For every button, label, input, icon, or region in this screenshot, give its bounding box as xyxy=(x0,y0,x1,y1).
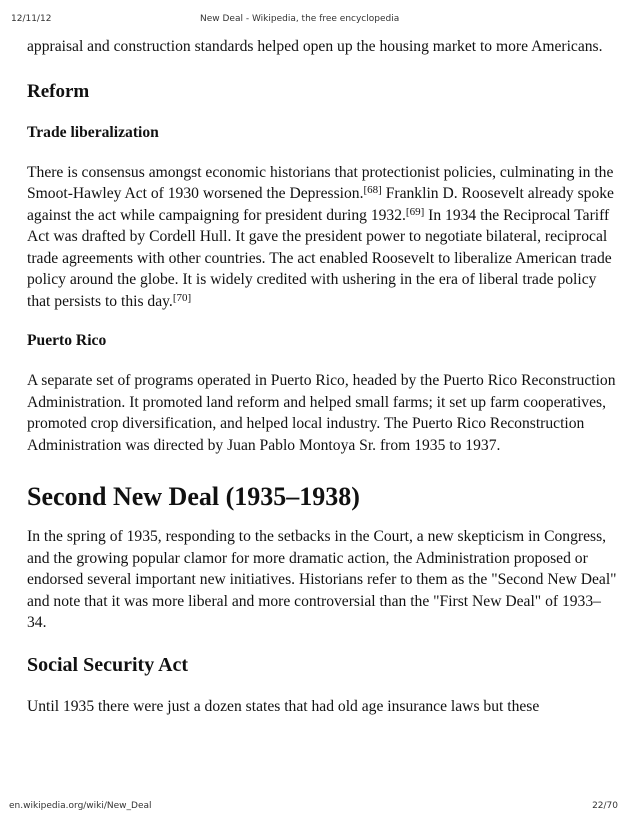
trade-paragraph xyxy=(27,162,617,313)
reference-link-68[interactable]: [68] xyxy=(363,184,382,196)
reference-link-70[interactable]: [70] xyxy=(172,291,192,304)
social-security-heading: Social Security Act xyxy=(27,653,189,676)
second-new-deal-heading: Second New Deal (1935–1938) xyxy=(27,482,360,511)
social-security-paragraph: Until 1935 there were just a dozen states that had old age insurance laws but these xyxy=(27,697,540,715)
reference-link-69[interactable]: [69] xyxy=(405,205,425,218)
page-url: en.wikipedia.org/wiki/New_Deal xyxy=(9,801,152,811)
article-content xyxy=(27,36,617,717)
intro-paragraph: appraisal and construction standards helped open up the housing market to more Americans. xyxy=(27,38,603,55)
puerto-rico-heading: Puerto Rico xyxy=(27,332,107,349)
page-number: 22/70 xyxy=(592,801,618,811)
puerto-rico-paragraph: A separate set of programs operated in Puerto Rico, headed by the Puerto Rico Reconstruction Administration. It promoted land reform and helped small farms; it set up farm cooperatives, promoted crop diversification, and helped local industry. The Puerto Rico Reconstruction Administration was directed by Juan Pablo Montoya Sr. from 1935 to 1937. xyxy=(27,372,616,454)
print-date: 12/11/12 xyxy=(11,14,52,24)
print-header xyxy=(0,14,638,28)
trade-text-1: There is consensus amongst economic historians that protectionist policies, culminating in the Smoot-Hawley Act of 1930 worsened the Depression. xyxy=(27,163,614,202)
second-new-deal-paragraph: In the spring of 1935, responding to the setbacks in the Court, a new skepticism in Congress, and the growing popular clamor for more dramatic action, the Administration proposed or endorsed several important new initiatives. Historians refer to them as the "Second New Deal" and note that it was more liberal and more controversial than the "First New Deal" of 1933–34. xyxy=(27,528,617,631)
print-title: New Deal - Wikipedia, the free encyclopedia xyxy=(200,14,400,24)
trade-text-3: In 1934 the Reciprocal Tariff Act was drafted by Cordell Hull. It gave the president power to negotiate bilateral, reciprocal trade agreements with other countries. The act enabled Roosevelt to liberalize American trade policy around the globe. It is widely credited with ushering in the era of liberal trade policy that persists to this day. xyxy=(27,206,612,310)
trade-text-2: Franklin D. Roosevelt already spoke against the act while campaigning for president during 1932. xyxy=(27,185,614,224)
trade-liberalization-heading: Trade liberalization xyxy=(27,123,159,141)
reform-heading: Reform xyxy=(27,80,90,102)
